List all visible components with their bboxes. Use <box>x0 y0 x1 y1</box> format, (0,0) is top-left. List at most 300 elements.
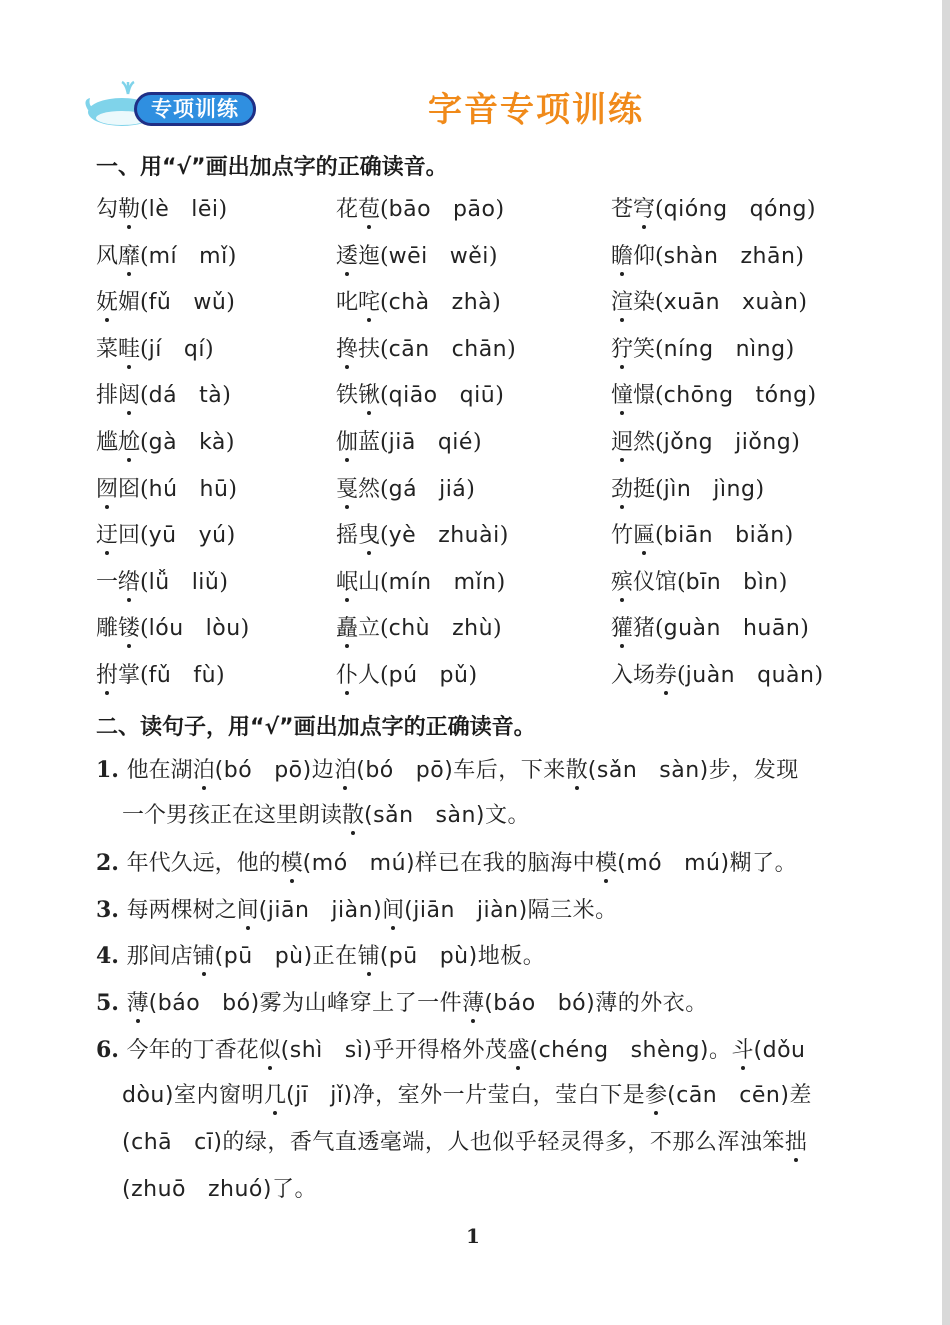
paren: ( <box>140 337 149 362</box>
pinyin-option[interactable]: zhà <box>451 290 493 315</box>
dotted-char: 尬 <box>118 430 141 455</box>
word-item <box>96 382 231 410</box>
word-item <box>611 522 793 550</box>
pinyin-option[interactable]: zhuài <box>438 523 500 548</box>
dotted-char: 戛 <box>336 477 359 502</box>
pinyin-option[interactable]: shàn <box>663 244 719 269</box>
pinyin-option[interactable]: quàn <box>757 663 815 688</box>
pinyin-option[interactable]: bó <box>223 758 253 783</box>
dotted-char: 拊 <box>96 663 119 688</box>
word <box>336 337 380 362</box>
word <box>96 290 140 315</box>
dotted-char: 憧 <box>611 383 634 408</box>
pinyin-option[interactable]: chà <box>388 290 430 315</box>
pinyin-option[interactable]: chōng <box>663 383 734 408</box>
dotted-char: 殡 <box>611 570 634 595</box>
dotted-char: 几 <box>263 1083 286 1108</box>
pinyin-option[interactable]: chéng <box>538 1038 609 1063</box>
pinyin-option[interactable]: gà <box>148 430 178 455</box>
dotted-char: 模 <box>280 851 303 876</box>
word <box>96 244 140 269</box>
dotted-char: 渲 <box>611 290 634 315</box>
sentence-text: 他在湖 <box>126 758 193 783</box>
pinyin-option[interactable]: fǔ <box>148 663 172 688</box>
char: 入 <box>611 663 634 688</box>
paren: ) <box>496 570 506 595</box>
paren: ( <box>140 383 149 408</box>
word <box>611 337 655 362</box>
paren: ) <box>240 616 250 641</box>
pinyin-option[interactable]: gá <box>388 477 418 502</box>
pinyin-option[interactable]: qié <box>437 430 473 455</box>
page-number: 1 <box>466 1224 480 1248</box>
paren: ( <box>148 991 158 1016</box>
paren: ) <box>507 337 516 362</box>
paren: ) <box>225 430 235 455</box>
paren: ( <box>214 944 224 969</box>
char: 扶 <box>358 337 381 362</box>
pinyin-option[interactable]: wēi <box>388 244 428 269</box>
sentence-text: 今年的丁香花 <box>126 1038 259 1063</box>
dotted-char: 闼 <box>118 383 141 408</box>
pinyin-option[interactable]: lè <box>148 197 170 222</box>
pinyin-option[interactable]: zhān <box>740 244 796 269</box>
paren: ) <box>204 337 214 362</box>
paren: ) <box>226 523 236 548</box>
pinyin-option[interactable]: mín <box>388 570 432 595</box>
dotted-char: 散 <box>565 758 588 783</box>
pinyin-option[interactable]: dá <box>148 383 178 408</box>
paren: ( <box>655 244 664 269</box>
paren: ( <box>380 523 389 548</box>
pinyin-option[interactable]: jiá <box>439 477 467 502</box>
word <box>611 383 655 408</box>
paren: ( <box>380 290 389 315</box>
pinyin-option[interactable]: lēi <box>191 197 219 222</box>
pinyin-text: shèng)。 <box>630 1038 732 1063</box>
pinyin-option[interactable]: bāo <box>388 197 432 222</box>
word-item <box>96 476 237 504</box>
paren: ( <box>356 758 366 783</box>
char: 竹 <box>611 523 634 548</box>
paren: ) <box>499 523 509 548</box>
paren: ( <box>280 1038 290 1063</box>
pinyin-option[interactable]: zhuō <box>131 1177 186 1202</box>
pinyin-text <box>303 851 370 876</box>
item-number: 4. <box>96 943 127 969</box>
pinyin-option[interactable]: dǒu <box>762 1038 806 1063</box>
char: 风 <box>96 244 119 269</box>
paren: ( <box>380 616 389 641</box>
sentence-line <box>96 896 618 925</box>
char: 雕 <box>96 616 119 641</box>
pinyin-option[interactable]: chān <box>451 337 508 362</box>
paren: ( <box>379 944 389 969</box>
pinyin-text <box>149 991 223 1016</box>
pinyin-text: sì)乎开得格外茂 <box>344 1038 508 1063</box>
word-item <box>336 522 508 550</box>
pinyin-option[interactable]: xuān <box>663 290 721 315</box>
char: 染 <box>633 290 656 315</box>
pinyin-option[interactable]: sǎn <box>373 803 414 828</box>
dotted-char: 间 <box>382 898 405 923</box>
word <box>96 197 140 222</box>
word <box>336 290 380 315</box>
sentence-line <box>96 849 797 878</box>
pinyin-text <box>259 898 332 923</box>
paren: ) <box>466 477 475 502</box>
char: 菜 <box>96 337 119 362</box>
dotted-char: 矗 <box>336 616 359 641</box>
char: 苍 <box>611 197 634 222</box>
word-item <box>611 429 800 457</box>
paren: ) <box>755 477 765 502</box>
word <box>611 523 655 548</box>
pinyin-option[interactable]: wǔ <box>193 290 227 315</box>
pinyin-option[interactable]: cān <box>676 1083 718 1108</box>
dotted-char: 迥 <box>611 430 634 455</box>
pinyin-option[interactable]: mó <box>311 851 348 876</box>
pinyin-text: pō)边 <box>274 758 335 783</box>
pinyin-option[interactable]: pū <box>223 944 253 969</box>
dotted-char: 狞 <box>611 337 634 362</box>
word <box>611 663 677 688</box>
paren: ( <box>655 383 664 408</box>
pinyin-option[interactable]: xuàn <box>742 290 799 315</box>
dotted-char: 镂 <box>118 616 141 641</box>
paren: ) <box>814 663 824 688</box>
dotted-char: 锹 <box>358 383 381 408</box>
paren: ( <box>122 1130 132 1155</box>
pinyin-option[interactable]: jìn <box>663 477 692 502</box>
char: 山 <box>358 570 381 595</box>
pinyin-option[interactable]: qóng <box>749 197 807 222</box>
pinyin-text: zhuó)了。 <box>208 1177 317 1202</box>
char: 媚 <box>118 290 141 315</box>
pinyin-option[interactable]: hú <box>148 477 178 502</box>
paren: ( <box>214 758 224 783</box>
pinyin-option[interactable]: báo <box>157 991 201 1016</box>
pinyin-option[interactable]: jiā <box>388 430 416 455</box>
paren: ) <box>784 523 794 548</box>
char: 蓝 <box>358 430 381 455</box>
char: 排 <box>96 383 119 408</box>
char: 叱 <box>336 290 359 315</box>
paren: ( <box>140 663 149 688</box>
paren: ) <box>778 570 788 595</box>
pinyin-option[interactable]: mǐ <box>199 244 228 269</box>
pinyin-text <box>364 803 435 828</box>
word <box>96 523 140 548</box>
paren: ) <box>216 663 225 688</box>
word-item <box>611 615 809 643</box>
section-1-heading: 一、用“√”画出加点字的正确读音。 <box>96 155 448 180</box>
paren: ( <box>753 1038 763 1063</box>
paren: ( <box>380 430 389 455</box>
pinyin-option[interactable]: yè <box>388 523 417 548</box>
pinyin-option[interactable]: jī <box>295 1083 309 1108</box>
pinyin-option[interactable]: biān <box>663 523 714 548</box>
word <box>96 337 140 362</box>
pinyin-text: cēn)差 <box>739 1083 812 1108</box>
word-item <box>611 196 816 224</box>
pinyin-option[interactable]: guàn <box>663 616 721 641</box>
paren: ( <box>140 290 149 315</box>
paren: ( <box>404 898 414 923</box>
pinyin-option[interactable]: liǔ <box>191 570 220 595</box>
pinyin-option[interactable]: lòu <box>205 616 241 641</box>
pinyin-text: mú)糊了。 <box>684 851 798 876</box>
item-number: 5. <box>96 990 127 1016</box>
paren: ( <box>655 290 664 315</box>
dotted-char: 泊 <box>192 758 215 783</box>
dotted-char: 券 <box>655 663 678 688</box>
paren: ( <box>140 430 149 455</box>
paren: ) <box>795 244 804 269</box>
char: 场 <box>633 663 656 688</box>
word <box>611 244 655 269</box>
word-item <box>96 243 236 271</box>
paren: ( <box>529 1038 539 1063</box>
pinyin-option[interactable]: biǎn <box>735 523 785 548</box>
pinyin-option[interactable]: fù <box>193 663 217 688</box>
char: 一 <box>96 570 119 595</box>
pinyin-text <box>617 851 684 876</box>
word-item <box>336 382 504 410</box>
pinyin-option[interactable]: lóu <box>148 616 184 641</box>
word-item <box>611 476 764 504</box>
paren: ( <box>140 523 149 548</box>
pinyin-text <box>122 1177 208 1202</box>
pinyin-text <box>281 1038 345 1063</box>
dotted-char: 苞 <box>358 197 381 222</box>
pinyin-text <box>588 758 659 783</box>
word <box>336 523 380 548</box>
sentence-text: 那间店 <box>126 944 193 969</box>
pinyin-option[interactable]: pāo <box>453 197 496 222</box>
word <box>336 430 380 455</box>
pinyin-text <box>380 944 440 969</box>
dotted-char: 劲 <box>611 477 634 502</box>
pinyin-text: bó)雾为山峰穿上了一件 <box>222 991 463 1016</box>
word-item <box>96 569 228 597</box>
pinyin-text: dòu)室内窗明 <box>122 1083 264 1108</box>
dotted-char: 囫 <box>96 477 119 502</box>
pinyin-option[interactable]: pú <box>388 663 418 688</box>
pinyin-text <box>529 1038 630 1063</box>
sentence-line <box>122 802 530 830</box>
word <box>611 290 655 315</box>
pinyin-option[interactable]: yú <box>198 523 227 548</box>
paren: ) <box>222 383 231 408</box>
pinyin-option[interactable]: jiān <box>413 898 455 923</box>
word-item <box>611 662 823 690</box>
dotted-char: 拙 <box>784 1130 807 1155</box>
paren: ( <box>140 616 149 641</box>
section-2-heading: 二、读句子，用“√”画出加点字的正确读音。 <box>96 715 536 740</box>
dotted-char: 斗 <box>731 1038 754 1063</box>
paren: ) <box>219 570 228 595</box>
word-item <box>336 662 477 690</box>
pinyin-option[interactable]: jí <box>148 337 162 362</box>
pinyin-option[interactable]: bó <box>365 758 394 783</box>
sentence-line <box>96 989 708 1018</box>
paren: ( <box>302 851 312 876</box>
word-item <box>611 382 816 410</box>
dotted-char: 穹 <box>633 197 656 222</box>
word <box>336 570 380 595</box>
pinyin-option[interactable]: juàn <box>685 663 736 688</box>
char: 尴 <box>96 430 119 455</box>
word-item <box>96 522 235 550</box>
paren: ( <box>655 616 664 641</box>
pinyin-option[interactable]: pū <box>388 944 418 969</box>
word-item <box>96 615 249 643</box>
pinyin-option[interactable]: pǔ <box>439 663 469 688</box>
pinyin-option[interactable]: qí <box>183 337 205 362</box>
item-number: 1. <box>96 757 127 783</box>
pinyin-option[interactable]: mǐn <box>453 570 497 595</box>
pinyin-option[interactable]: hū <box>199 477 229 502</box>
char: 掌 <box>118 663 141 688</box>
pinyin-option[interactable]: wěi <box>449 244 489 269</box>
pinyin-option[interactable]: jiān <box>267 898 310 923</box>
paren: ( <box>380 663 389 688</box>
char: 猪 <box>633 616 656 641</box>
pinyin-option[interactable]: báo <box>493 991 536 1016</box>
pinyin-option[interactable]: qióng <box>663 197 728 222</box>
paren: ( <box>655 523 664 548</box>
char: 回 <box>118 523 141 548</box>
word <box>611 197 655 222</box>
word <box>96 477 140 502</box>
word-item <box>336 615 502 643</box>
paren: ( <box>655 477 664 502</box>
pinyin-text: jǐ)净，室外一片莹白，莹白下是 <box>330 1083 646 1108</box>
pinyin-option[interactable]: chā <box>131 1130 173 1155</box>
word-item <box>336 196 504 224</box>
char: 迤 <box>358 244 381 269</box>
dotted-char: 间 <box>236 898 259 923</box>
pinyin-option[interactable]: sǎn <box>596 758 638 783</box>
word <box>611 477 655 502</box>
char: 馆 <box>655 570 678 595</box>
word-item <box>96 429 235 457</box>
paren: ( <box>140 197 149 222</box>
paren: ( <box>655 197 664 222</box>
word-item <box>336 476 475 504</box>
pinyin-text <box>667 1083 739 1108</box>
pinyin-option[interactable]: jìng <box>713 477 756 502</box>
word-item <box>336 243 498 271</box>
pinyin-text: cī)的绿，香气直透毫端，人也似乎轻灵得多，不那么浑浊笨 <box>194 1130 785 1155</box>
section-badge <box>82 78 260 130</box>
pinyin-option[interactable]: bìn <box>743 570 779 595</box>
word-item <box>336 289 501 317</box>
paren: ) <box>791 430 800 455</box>
pinyin-option[interactable]: mó <box>626 851 663 876</box>
item-number: 6. <box>96 1037 127 1063</box>
pinyin-option[interactable]: huān <box>742 616 801 641</box>
word-item <box>611 243 804 271</box>
dotted-char: 仆 <box>336 663 359 688</box>
dotted-char: 伽 <box>336 430 359 455</box>
dotted-char: 逶 <box>336 244 359 269</box>
paren: ) <box>218 197 228 222</box>
pinyin-option[interactable]: kà <box>199 430 226 455</box>
word <box>96 430 140 455</box>
paren: ( <box>122 1177 132 1202</box>
word <box>611 430 655 455</box>
paren: ( <box>484 991 494 1016</box>
pinyin-option[interactable]: bīn <box>685 570 722 595</box>
word-item <box>96 662 225 690</box>
paren: ( <box>587 758 597 783</box>
word <box>96 663 140 688</box>
char: 仪 <box>633 570 656 595</box>
pinyin-option[interactable]: fǔ <box>148 290 172 315</box>
pinyin-text: sàn)步，发现 <box>659 758 799 783</box>
pinyin-text: jiàn)隔三米。 <box>476 898 618 923</box>
dotted-char: 薄 <box>462 991 485 1016</box>
page-title: 字音专项训练 <box>428 90 644 130</box>
dotted-char: 散 <box>342 803 365 828</box>
dotted-char: 匾 <box>633 523 656 548</box>
pinyin-text <box>754 1038 828 1063</box>
paren: ( <box>380 570 389 595</box>
pinyin-text: sàn)文。 <box>435 803 530 828</box>
word-item <box>336 569 505 597</box>
char: 立 <box>358 616 381 641</box>
paren: ) <box>226 290 235 315</box>
char: 憬 <box>633 383 656 408</box>
pinyin-option[interactable]: tà <box>199 383 223 408</box>
paren: ( <box>617 851 627 876</box>
char: 囵 <box>118 477 141 502</box>
pinyin-option[interactable]: jǒng <box>663 430 714 455</box>
dotted-char: 靡 <box>118 244 141 269</box>
sentence-line <box>96 756 799 785</box>
pinyin-text: pō)车后，下来 <box>415 758 566 783</box>
pinyin-option[interactable]: níng <box>663 337 714 362</box>
word <box>336 383 380 408</box>
word-item <box>611 336 794 364</box>
dotted-char: 曳 <box>358 523 381 548</box>
pinyin-option[interactable]: nìng <box>735 337 786 362</box>
word-item <box>96 336 214 364</box>
dotted-char: 畦 <box>118 337 141 362</box>
word <box>336 197 380 222</box>
pinyin-option[interactable]: jiǒng <box>735 430 792 455</box>
pinyin-text <box>122 1130 194 1155</box>
dotted-char: 铺 <box>192 944 215 969</box>
pinyin-option[interactable]: qiāo <box>388 383 438 408</box>
word <box>611 570 677 595</box>
pinyin-option[interactable]: chù <box>388 616 431 641</box>
pinyin-option[interactable]: lǚ <box>148 570 170 595</box>
paren: ) <box>800 616 809 641</box>
sentence-text: 年代久远，他的 <box>126 851 281 876</box>
pinyin-option[interactable]: qiū <box>459 383 496 408</box>
pinyin-option[interactable]: mí <box>148 244 178 269</box>
pinyin-option[interactable]: tóng <box>755 383 808 408</box>
pinyin-option[interactable]: zhù <box>452 616 494 641</box>
paren: ) <box>495 197 505 222</box>
pinyin-option[interactable]: cān <box>388 337 430 362</box>
pinyin-option[interactable]: yū <box>148 523 177 548</box>
paren: ) <box>492 290 501 315</box>
pinyin-option[interactable]: shì <box>289 1038 323 1063</box>
